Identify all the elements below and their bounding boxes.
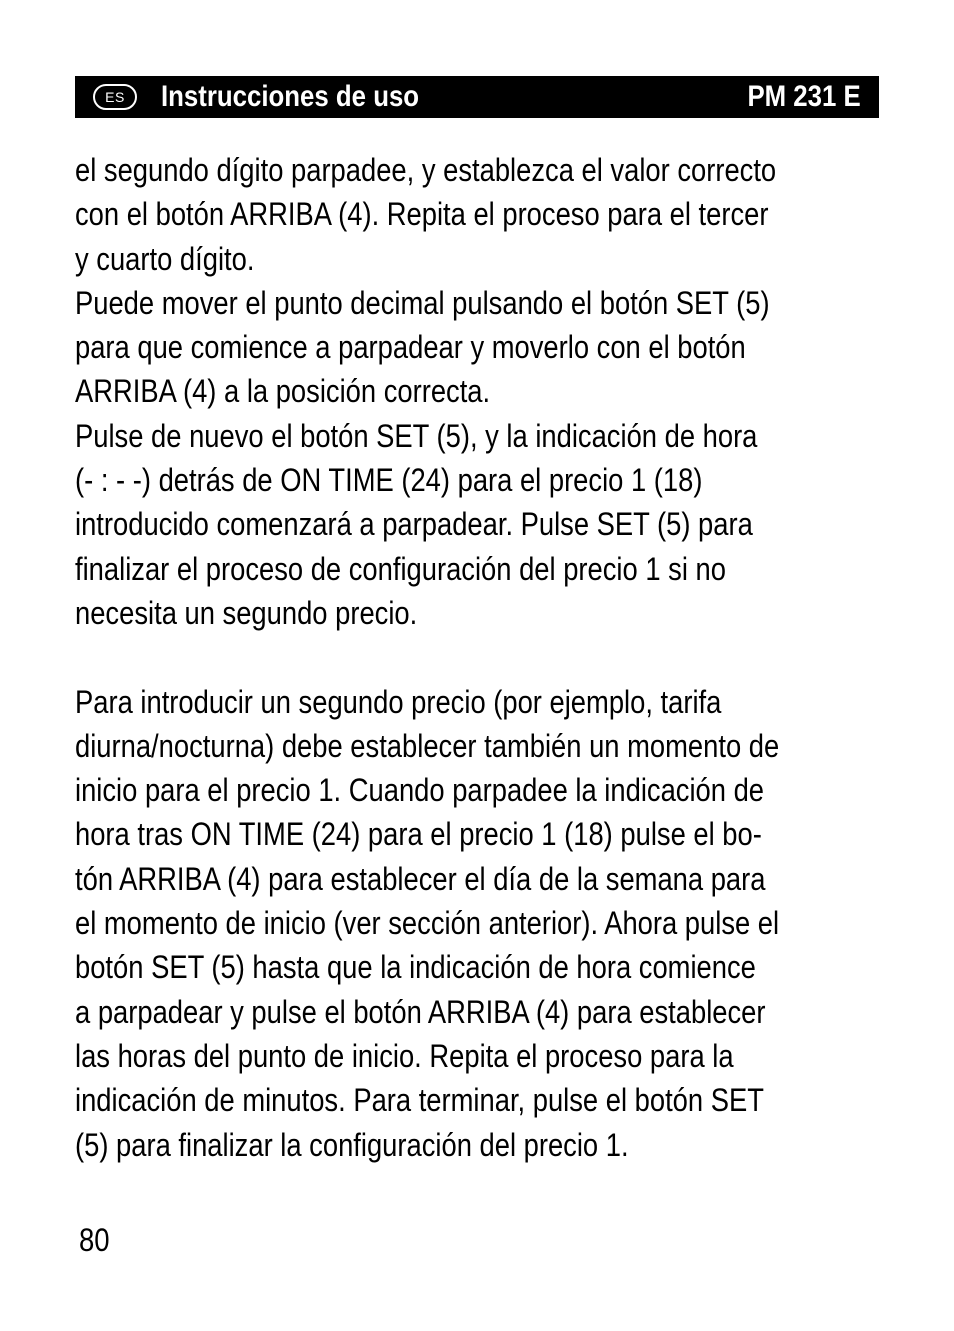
text-line: finalizar el proceso de configuración del precio 1 si no xyxy=(75,550,726,587)
text-line: y cuarto dígito. xyxy=(75,240,255,277)
text-line: tón ARRIBA (4) para establecer el día de la semana para xyxy=(75,860,766,897)
text-line: el momento de inicio (ver sección anterior). Ahora pulse el xyxy=(75,905,780,942)
blank-line xyxy=(75,635,870,679)
header-bar xyxy=(75,76,879,118)
text-line: necesita un segundo precio. xyxy=(75,594,418,631)
text-line: las horas del punto de inicio. Repita el proceso para la xyxy=(75,1037,734,1074)
text-line: hora tras ON TIME (24) para el precio 1 (18) pulse el bo- xyxy=(75,816,762,853)
text-line: ARRIBA (4) a la posición correcta. xyxy=(75,373,491,410)
header-title: Instrucciones de uso xyxy=(161,80,420,113)
body-text xyxy=(75,148,870,1167)
text-line: indicación de minutos. Para terminar, pulse el botón SET xyxy=(75,1082,764,1119)
text-line: Puede mover el punto decimal pulsando el botón SET (5) xyxy=(75,284,770,321)
text-line: a parpadear y pulse el botón ARRIBA (4) para establecer xyxy=(75,993,766,1030)
text-line: botón SET (5) hasta que la indicación de hora comience xyxy=(75,949,756,986)
text-line: (- : - -) detrás de ON TIME (24) para el precio 1 (18) xyxy=(75,462,703,499)
text-line: Para introducir un segundo precio (por ejemplo, tarifa xyxy=(75,683,722,720)
text-line: inicio para el precio 1. Cuando parpadee la indicación de xyxy=(75,772,765,809)
page-number: 80 xyxy=(79,1222,110,1258)
text-line: con el botón ARRIBA (4). Repita el proceso para el tercer xyxy=(75,196,769,233)
text-line: introducido comenzará a parpadear. Pulse SET (5) para xyxy=(75,506,753,543)
text-line: Pulse de nuevo el botón SET (5), y la indicación de hora xyxy=(75,417,758,454)
text-line: diurna/nocturna) debe establecer también un momento de xyxy=(75,727,780,764)
model-number: PM 231 E xyxy=(747,80,861,113)
text-line: el segundo dígito parpadee, y establezca el valor correcto xyxy=(75,152,777,188)
text-line: (5) para finalizar la configuración del precio 1. xyxy=(75,1126,629,1163)
text-line: para que comience a parpadear y moverlo con el botón xyxy=(75,329,746,366)
language-badge: ES xyxy=(93,84,137,110)
